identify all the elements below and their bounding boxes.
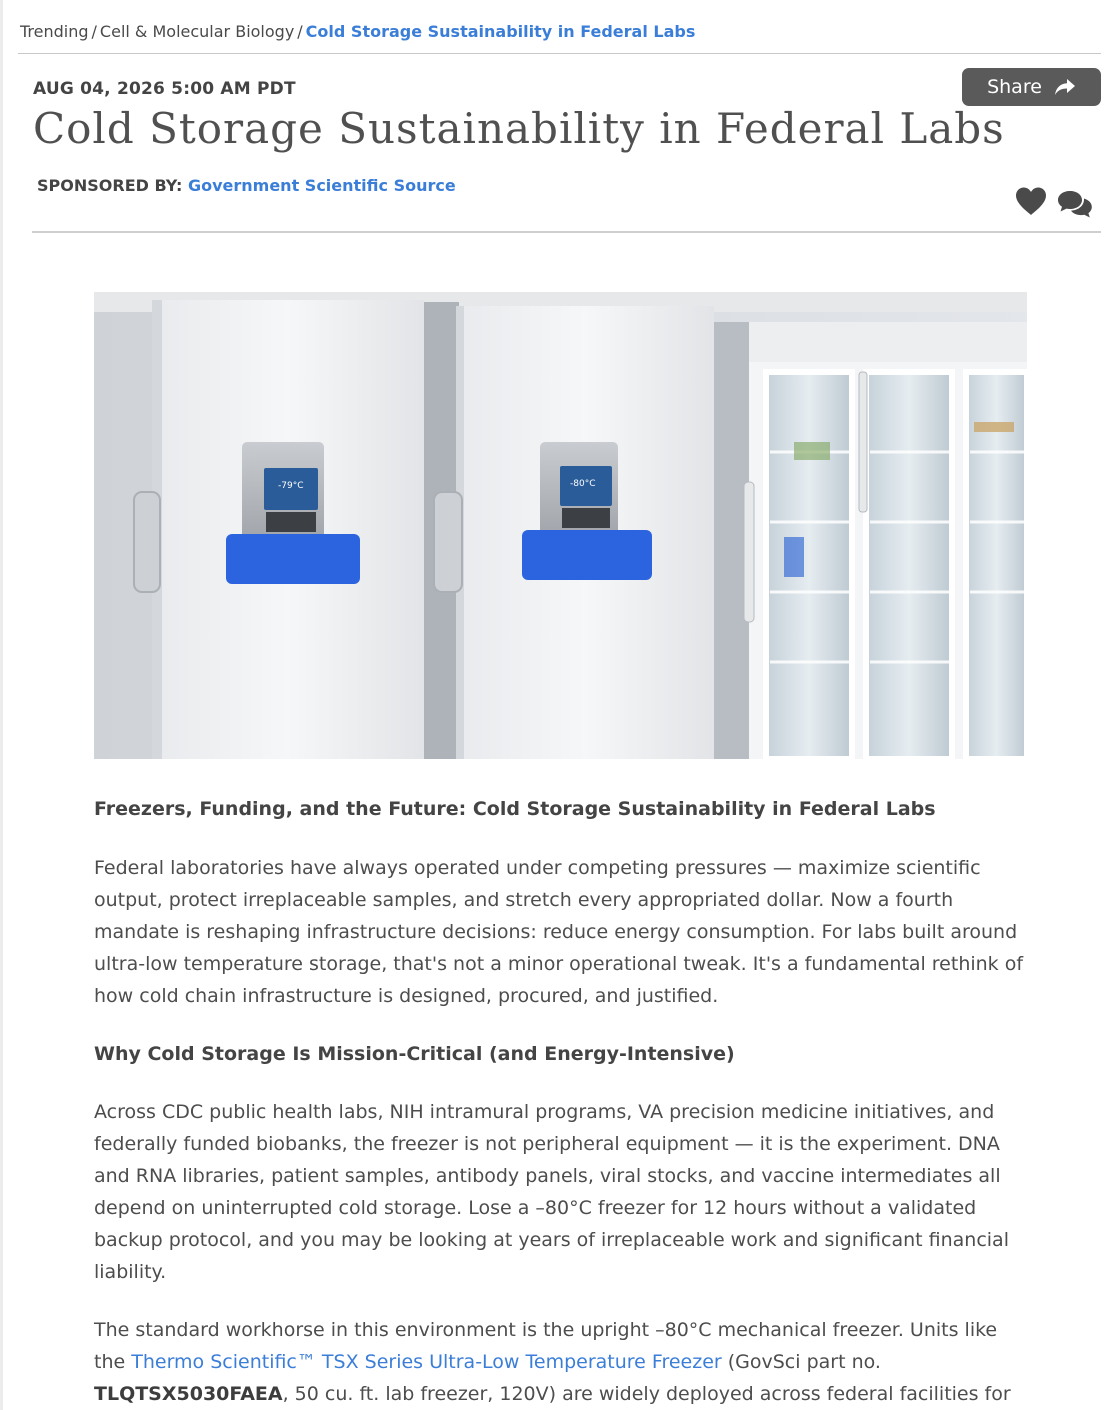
sponsor-label: SPONSORED BY: [37,176,183,195]
page-title: Cold Storage Sustainability in Federal Labs [33,104,1005,153]
article-paragraph-2: Across CDC public health labs, NIH intramural programs, VA precision medicine initiatives, and federally funded biobanks, the freezer is not peripheral equipment — it is the experiment. DNA and RNA libraries, patient samples, antibody panels, viral stocks, and vaccine intermediates all depend on uninterrupted cold storage. Lose a –80°C freezer for 12 hours without a validated backup protocol, and you may be looking at years of irreplaceable work and significant financial liability. [94,1101,1009,1283]
share-arrow-icon [1054,78,1076,96]
tsx-freezer-link[interactable]: Thermo Scientific™ TSX Series Ultra-Low Temperature Freezer [131,1351,722,1373]
breadcrumb-item-cell-molecular-biology[interactable]: Cell & Molecular Biology [99,22,295,41]
paragraph-3-start: The standard workhorse in this environment is the upright –80°C mechanical freezer. Units like the [94,1319,998,1373]
breadcrumb-separator: / [297,22,303,41]
freezers-photo [94,292,1027,759]
sponsor-link[interactable]: Government Scientific Source [187,176,456,195]
article-paragraph-1: Federal laboratories have always operated under competing pressures — maximize scientific output, protect irreplaceable samples, and stretch every appropriated dollar. Now a fourth mandate is reshaping infrastructure decisions: reduce energy consumption. For labs built around ultra-low temperature storage, that's not a minor operational tweak. It's a fundamental rethink of how cold chain infrastructure is designed, procured, and justified. [94,857,1024,1007]
freezer-left-display: -79°C [278,481,304,491]
article-paragraph-3 [94,1314,1029,1410]
breadcrumb-divider [18,53,1101,54]
breadcrumb-item-trending[interactable]: Trending [20,22,89,41]
hero-image [94,292,1027,759]
share-button-label: Share [987,76,1042,98]
publish-date: AUG 04, 2026 5:00 AM PDT [33,79,296,99]
paragraph-3-mid: (GovSci part no. [721,1351,881,1373]
header-divider [32,231,1101,233]
share-button[interactable] [962,68,1101,106]
sponsor-line [37,176,456,195]
paragraph-3-end: , 50 cu. ft. lab freezer, 120V) are widely deployed across federal facilities for [282,1383,1011,1405]
breadcrumb [20,22,695,41]
article-body [94,793,1029,1410]
breadcrumb-current-link[interactable]: Cold Storage Sustainability in Federal Labs [305,22,696,41]
article-heading-1: Freezers, Funding, and the Future: Cold Storage Sustainability in Federal Labs [94,798,936,820]
article-heading-2: Why Cold Storage Is Mission-Critical (and Energy-Intensive) [94,1043,735,1065]
breadcrumb-separator: / [91,22,97,41]
freezer-middle-display: -80°C [570,479,596,489]
left-border [0,0,3,1410]
heart-icon[interactable] [1014,186,1048,220]
comment-icon[interactable] [1057,189,1093,223]
part-number: TLQTSX5030FAEA [94,1383,283,1405]
